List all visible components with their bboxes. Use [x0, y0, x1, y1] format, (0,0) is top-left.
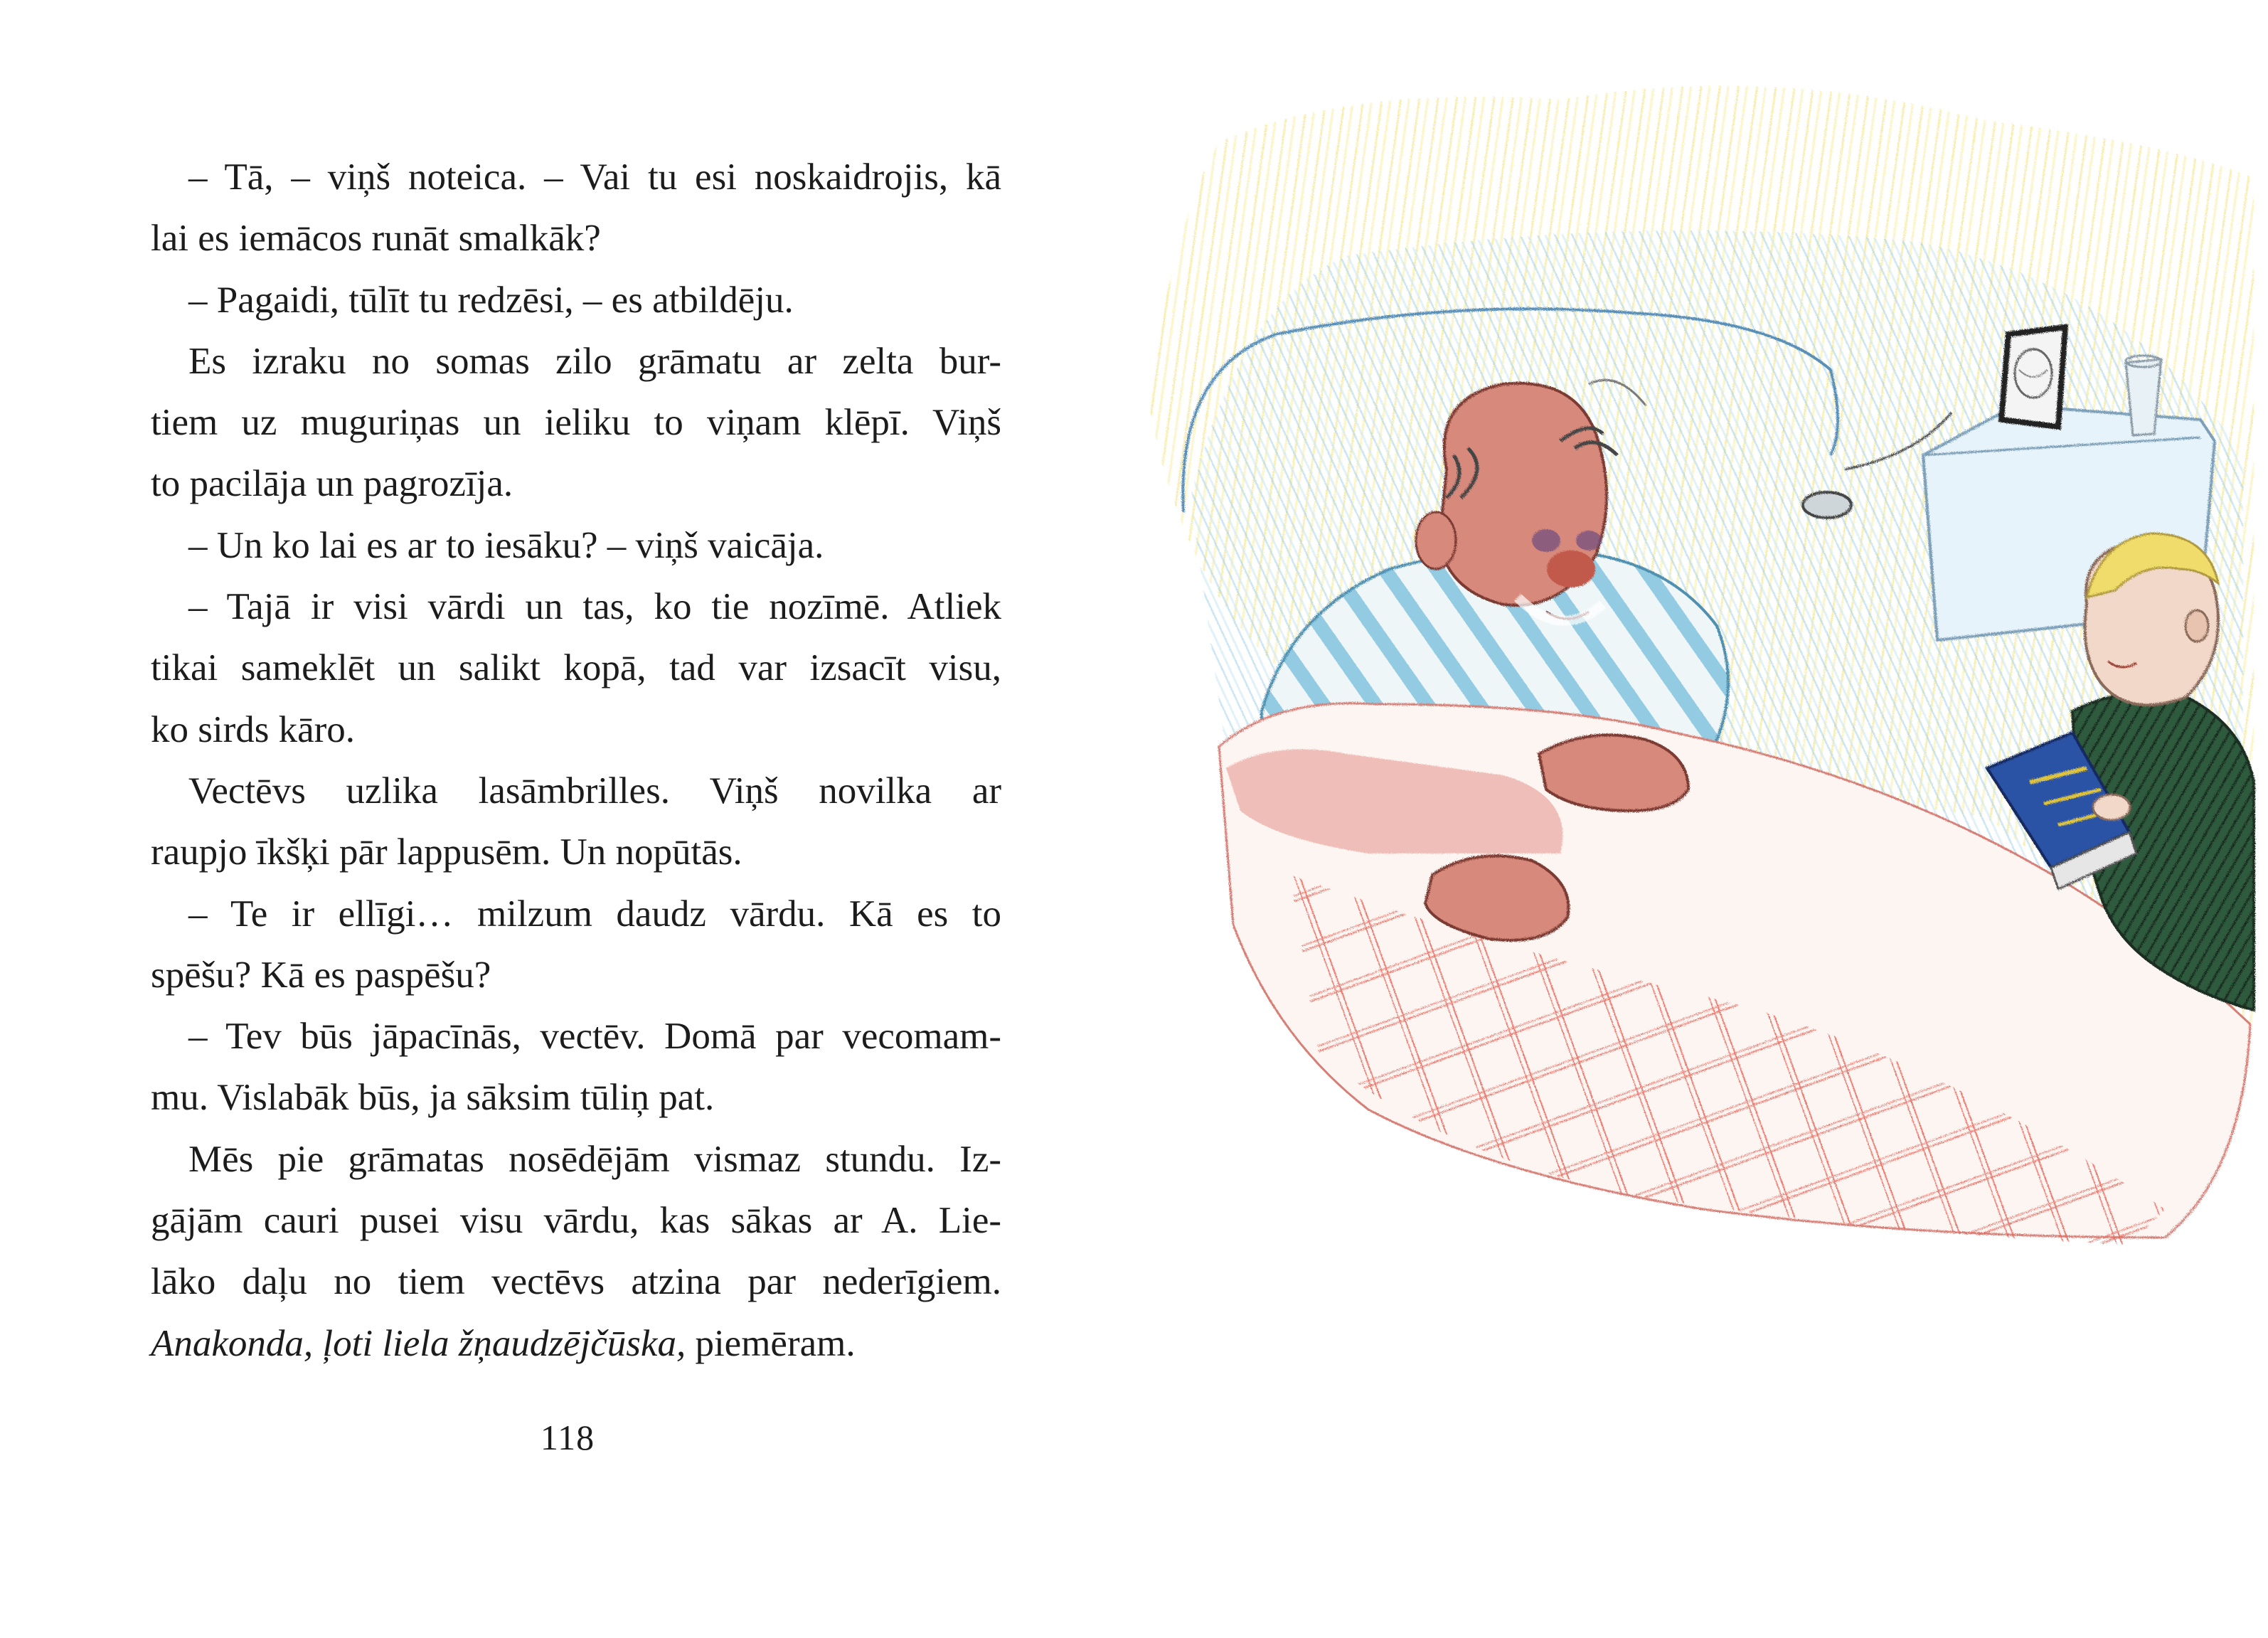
text-line-last — [151, 1313, 1001, 1374]
text-line: Vectēvs uzlika lasāmbrilles. Viņš novilka ar — [188, 770, 1001, 812]
text-line: lai es iemācos runāt smalkāk? — [151, 218, 601, 260]
text-line: spēšu? Kā es paspēšu? — [151, 954, 491, 996]
photo-frame — [2001, 327, 2065, 427]
text-line: Mēs pie grāmatas nosēdējām vismaz stundu. Iz- — [188, 1138, 1001, 1180]
text-line: Es izraku no somas zilo grāmatu ar zelta bur- — [188, 340, 1001, 382]
text-line: – Tev būs jāpacīnās, vectēv. Domā par vecomam- — [188, 1016, 1001, 1058]
text-line: tiem uz muguriņas un ieliku to viņam klēpī. Viņš — [151, 402, 1001, 444]
text-line: – Tā, – viņš noteica. – Vai tu esi noskaidrojis, kā — [188, 156, 1001, 198]
text-line: tikai sameklēt un salikt kopā, tad var izsacīt visu, — [151, 647, 1001, 689]
text-line: – Un ko lai es ar to iesāku? – viņš vaicāja. — [188, 524, 824, 566]
text-line: – Tajā ir visi vārdi un tas, ko tie nozīmē. Atliek — [188, 586, 1001, 628]
text-line: mu. Vislabāk būs, ja sāksim tūliņ pat. — [151, 1077, 715, 1119]
page-number: 118 — [540, 1418, 595, 1457]
text-line: raupjo īkšķi pār lappusēm. Un nopūtās. — [151, 831, 742, 873]
text-line: gājām cauri pusei visu vārdu, kas sākas ar A. Lie- — [151, 1200, 1001, 1242]
text-line: lāko daļu no tiem vectēvs atzina par nederīgiem. — [151, 1261, 1001, 1303]
text-line: – Pagaidi, tūlīt tu redzēsi, – es atbildēju. — [188, 279, 794, 321]
right-page — [1134, 0, 2268, 1638]
text-line: – Te ir ellīgi… milzum daudz vārdu. Kā es to — [188, 893, 1001, 935]
italic-example: Anakonda, ļoti liela žņaudzējčūska, — [151, 1322, 686, 1364]
text-line-end: piemēram. — [686, 1322, 856, 1364]
water-glass — [2126, 356, 2161, 435]
text-line: ko sirds kāro. — [151, 708, 356, 750]
text-line: to pacilāja un pagrozīja. — [151, 463, 513, 505]
body-text — [151, 147, 1001, 1374]
illustration-grandfather-in-bed — [1134, 0, 2268, 1638]
